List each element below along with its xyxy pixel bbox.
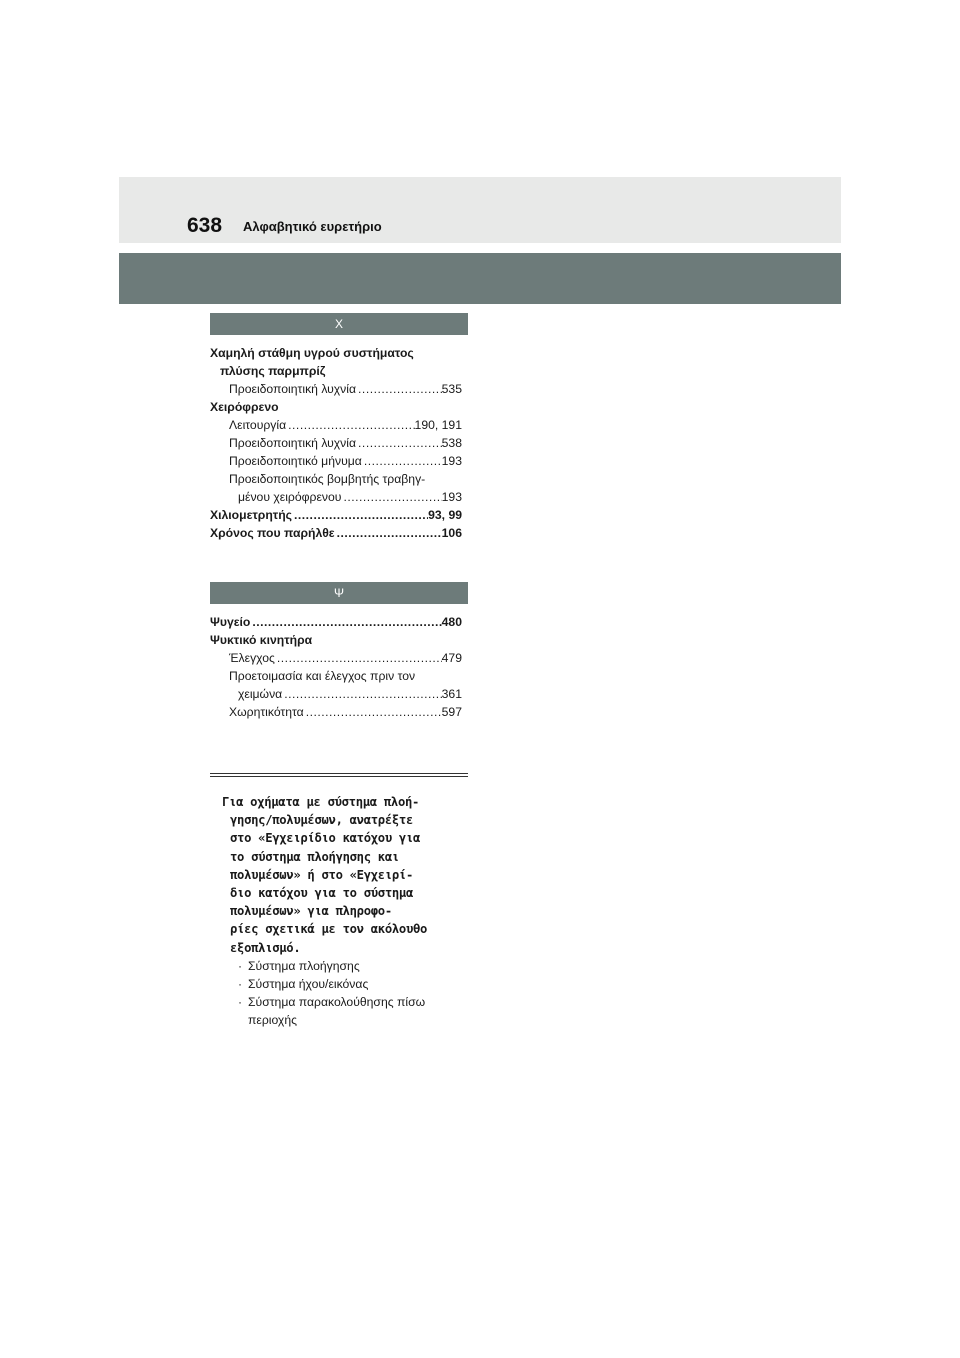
page-ref: 597 <box>441 705 462 719</box>
info-note <box>210 793 468 1029</box>
index-entry <box>210 398 468 416</box>
leader-dots <box>341 488 441 506</box>
list-item-text: Σύστημα παρακολούθησης πίσω <box>248 994 426 1009</box>
note-divider-bottom <box>210 776 468 777</box>
note-line: ρίες σχετικά με τον ακόλουθο <box>230 922 428 937</box>
list-item <box>210 957 468 975</box>
entry-text: Προειδοποιητική λυχνία <box>229 436 357 450</box>
list-item <box>210 993 468 1029</box>
entry-text: χειμώνα <box>238 687 283 701</box>
note-line: διο κατόχου για το σύστημα <box>230 886 413 901</box>
list-item-text: Σύστημα ήχου/εικόνας <box>248 976 369 991</box>
entry-text: Έλεγχος <box>229 651 275 665</box>
index-entry <box>210 631 468 649</box>
entry-text: Χαμηλή στάθμη υγρού συστήματος <box>210 346 414 360</box>
bullet-dot: · <box>238 958 243 973</box>
index-entry-continuation <box>210 362 468 380</box>
index-group-psi-wrapper <box>210 582 468 721</box>
bullet-dot: · <box>238 976 243 991</box>
leader-dots <box>292 506 428 524</box>
note-divider-top <box>210 773 468 774</box>
entry-text: Προετοιμασία και έλεγχος πριν τον <box>229 669 416 683</box>
entry-text: Ψυκτικό κινητήρα <box>210 633 313 647</box>
page-title: Αλφαβητικό ευρετήριο <box>243 219 382 234</box>
bullet-dot: · <box>238 994 243 1009</box>
list-item-text-continuation: περιοχής <box>248 1012 297 1027</box>
note-line: το σύστημα πλοήγησης και <box>230 849 399 864</box>
page-ref: 479 <box>441 651 462 665</box>
entry-text: πλύσης παρμπρίζ <box>220 364 326 378</box>
index-column <box>210 313 468 721</box>
entry-text: Χειρόφρενο <box>210 400 279 414</box>
page-ref: 193 <box>441 454 462 468</box>
entry-text: Προειδοποιητικός βομβητής τραβηγ- <box>229 472 426 486</box>
index-subentry <box>210 667 468 685</box>
index-subentry-continuation <box>210 685 468 703</box>
page-ref: 538 <box>441 436 462 450</box>
leader-dots <box>304 703 442 721</box>
page-ref: 190, 191 <box>414 418 462 432</box>
page-number: 638 <box>187 214 223 237</box>
leader-dots <box>356 434 442 452</box>
index-entry <box>210 506 468 524</box>
note-line: πολυμέσων» ή στο «Εγχειρί- <box>230 867 413 882</box>
index-entry <box>210 524 468 542</box>
leader-dots <box>250 613 441 631</box>
index-subentry <box>210 470 468 488</box>
entry-text: Χιλιομετρητής <box>210 508 293 522</box>
index-entry <box>210 344 468 362</box>
index-subentry <box>210 703 468 721</box>
entry-text: μένου χειρόφρενου <box>238 490 342 504</box>
index-subentry <box>210 434 468 452</box>
letter-bar-psi: Ψ <box>210 582 468 604</box>
page-ref: 361 <box>441 687 462 701</box>
index-group-x <box>210 344 468 542</box>
page-ref: 193 <box>441 490 462 504</box>
note-line: πολυμέσων» για πληροφο- <box>230 904 392 919</box>
index-subentry <box>210 649 468 667</box>
list-item-text: Σύστημα πλοήγησης <box>248 958 360 973</box>
leader-dots <box>275 649 442 667</box>
index-subentry <box>210 380 468 398</box>
note-line: γησης/πολυμέσων, ανατρέξτε <box>230 813 413 828</box>
entry-text: Προειδοποιητική λυχνία <box>229 382 357 396</box>
header-band <box>119 177 841 243</box>
note-line: εξοπλισμό. <box>230 940 301 955</box>
index-subentry <box>210 452 468 470</box>
section-band <box>119 253 841 304</box>
leader-dots <box>356 380 442 398</box>
entry-text: Χρόνος που παρήλθε <box>210 526 335 540</box>
entry-text: Ψυγείο <box>210 615 251 629</box>
index-group-psi <box>210 613 468 721</box>
entry-text: Λειτουργία <box>229 418 287 432</box>
list-item <box>210 975 468 993</box>
entry-text: Χωρητικότητα <box>229 705 304 719</box>
page-ref: 106 <box>441 526 462 540</box>
leader-dots <box>286 416 414 434</box>
note-text <box>210 793 468 957</box>
page-ref: 535 <box>441 382 462 396</box>
entry-text: Προειδοποιητικό μήνυμα <box>229 454 362 468</box>
note-line: στο «Εγχειρίδιο κατόχου για <box>230 831 421 846</box>
index-entry <box>210 613 468 631</box>
index-subentry <box>210 416 468 434</box>
leader-dots <box>335 524 442 542</box>
leader-dots <box>362 452 442 470</box>
equipment-list <box>210 957 468 1029</box>
page-ref: 93, 99 <box>428 508 462 522</box>
leader-dots <box>282 685 441 703</box>
index-subentry-continuation <box>210 488 468 506</box>
note-line: Για οχήματα με σύστημα πλοή- <box>222 795 420 809</box>
letter-bar-x: Χ <box>210 313 468 335</box>
page-ref: 480 <box>441 615 462 629</box>
